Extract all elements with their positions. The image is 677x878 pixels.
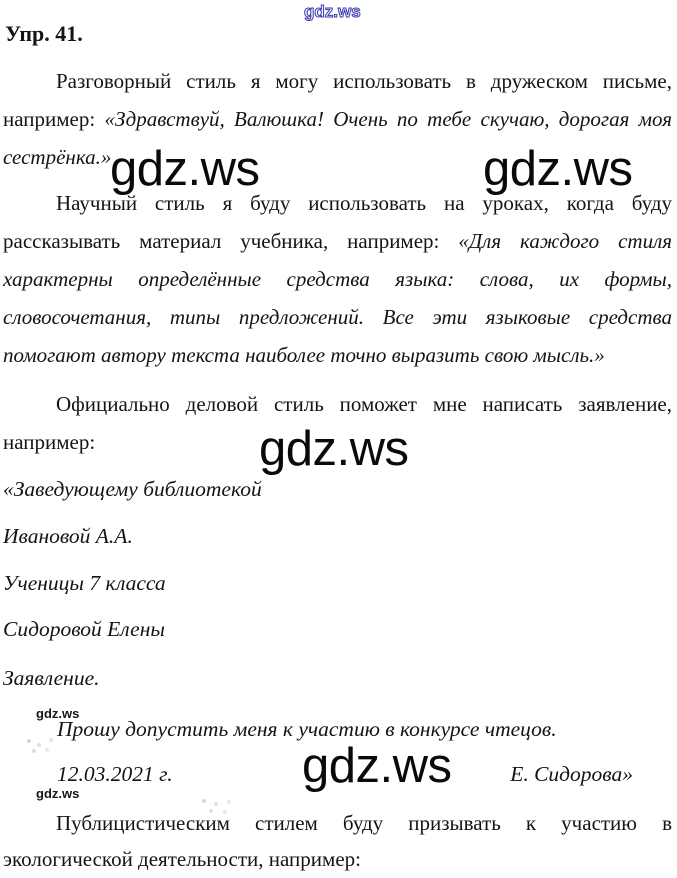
text-line bbox=[3, 260, 672, 298]
text-line bbox=[3, 184, 672, 222]
gdz-watermark-small: gdz.ws bbox=[36, 706, 80, 721]
text-line bbox=[3, 222, 672, 260]
print-smudge bbox=[200, 798, 202, 800]
gdz-watermark-large: gdz.ws bbox=[259, 422, 409, 476]
letter-title: Заявление. bbox=[3, 666, 100, 690]
letter-body: Прошу допустить меня к участию в конкурсе чтецов. bbox=[57, 717, 557, 741]
letter-signature: Е. Сидорова» bbox=[510, 762, 633, 786]
text-segment: экологической деятельности, например: bbox=[3, 847, 361, 871]
gdz-watermark-small: gdz.ws bbox=[36, 786, 80, 801]
text-line bbox=[3, 336, 672, 374]
letter-date-row bbox=[3, 762, 633, 786]
quote-segment: помогают автору текста наиболее точно выразить свою мысль.» bbox=[3, 343, 605, 367]
gdz-watermark-outline-icon: gdz.ws bbox=[304, 2, 361, 21]
quote-segment: словосочетания, типы предложений. Все эти языковые средства bbox=[3, 305, 672, 329]
gdz-watermark-large: gdz.ws bbox=[483, 142, 633, 196]
letter-addressee-line2: Ивановой А.А. bbox=[3, 524, 133, 548]
text-line bbox=[3, 385, 672, 423]
text-segment: Публицистическим стилем буду призывать к участию в bbox=[56, 811, 672, 835]
print-smudge bbox=[24, 738, 26, 740]
gdz-watermark-large: gdz.ws bbox=[302, 739, 452, 793]
text-segment: например: bbox=[3, 430, 96, 454]
text-line bbox=[3, 298, 672, 336]
letter-date: 12.03.2021 г. bbox=[57, 762, 173, 786]
letter-applicant-line2: Сидоровой Елены bbox=[3, 617, 165, 641]
text-line bbox=[3, 100, 672, 138]
quote-segment: «Для каждого стиля bbox=[458, 229, 673, 253]
text-segment: рассказывать материал учебника, например: bbox=[3, 229, 440, 253]
letter-addressee-line1: «Заведующему библиотекой bbox=[3, 477, 262, 501]
text-line bbox=[3, 841, 672, 877]
quote-segment: характерны определённые средства языка: слова, их формы, bbox=[3, 267, 672, 291]
text-segment: например: bbox=[3, 107, 96, 131]
text-line bbox=[3, 62, 672, 100]
text-segment: Разговорный стиль я могу использовать в дружеском письме, bbox=[56, 69, 672, 93]
quote-segment: «Здравствуй, Валюшка! Очень по тебе скучаю, дорогая моя bbox=[104, 107, 672, 131]
letter-applicant-line1: Ученицы 7 класса bbox=[3, 571, 166, 595]
paragraph-scientific-style bbox=[3, 184, 672, 374]
quote-segment: сестрёнка.» bbox=[3, 145, 112, 169]
text-segment: Официально деловой стиль поможет мне написать заявление, bbox=[56, 392, 672, 416]
text-segment: Научный стиль я буду использовать на уроках, когда буду bbox=[56, 191, 672, 215]
paragraph-publicistic-style bbox=[3, 805, 672, 877]
text-line bbox=[3, 805, 672, 841]
gdz-watermark-large: gdz.ws bbox=[110, 142, 260, 196]
exercise-heading: Упр. 41. bbox=[5, 21, 83, 46]
